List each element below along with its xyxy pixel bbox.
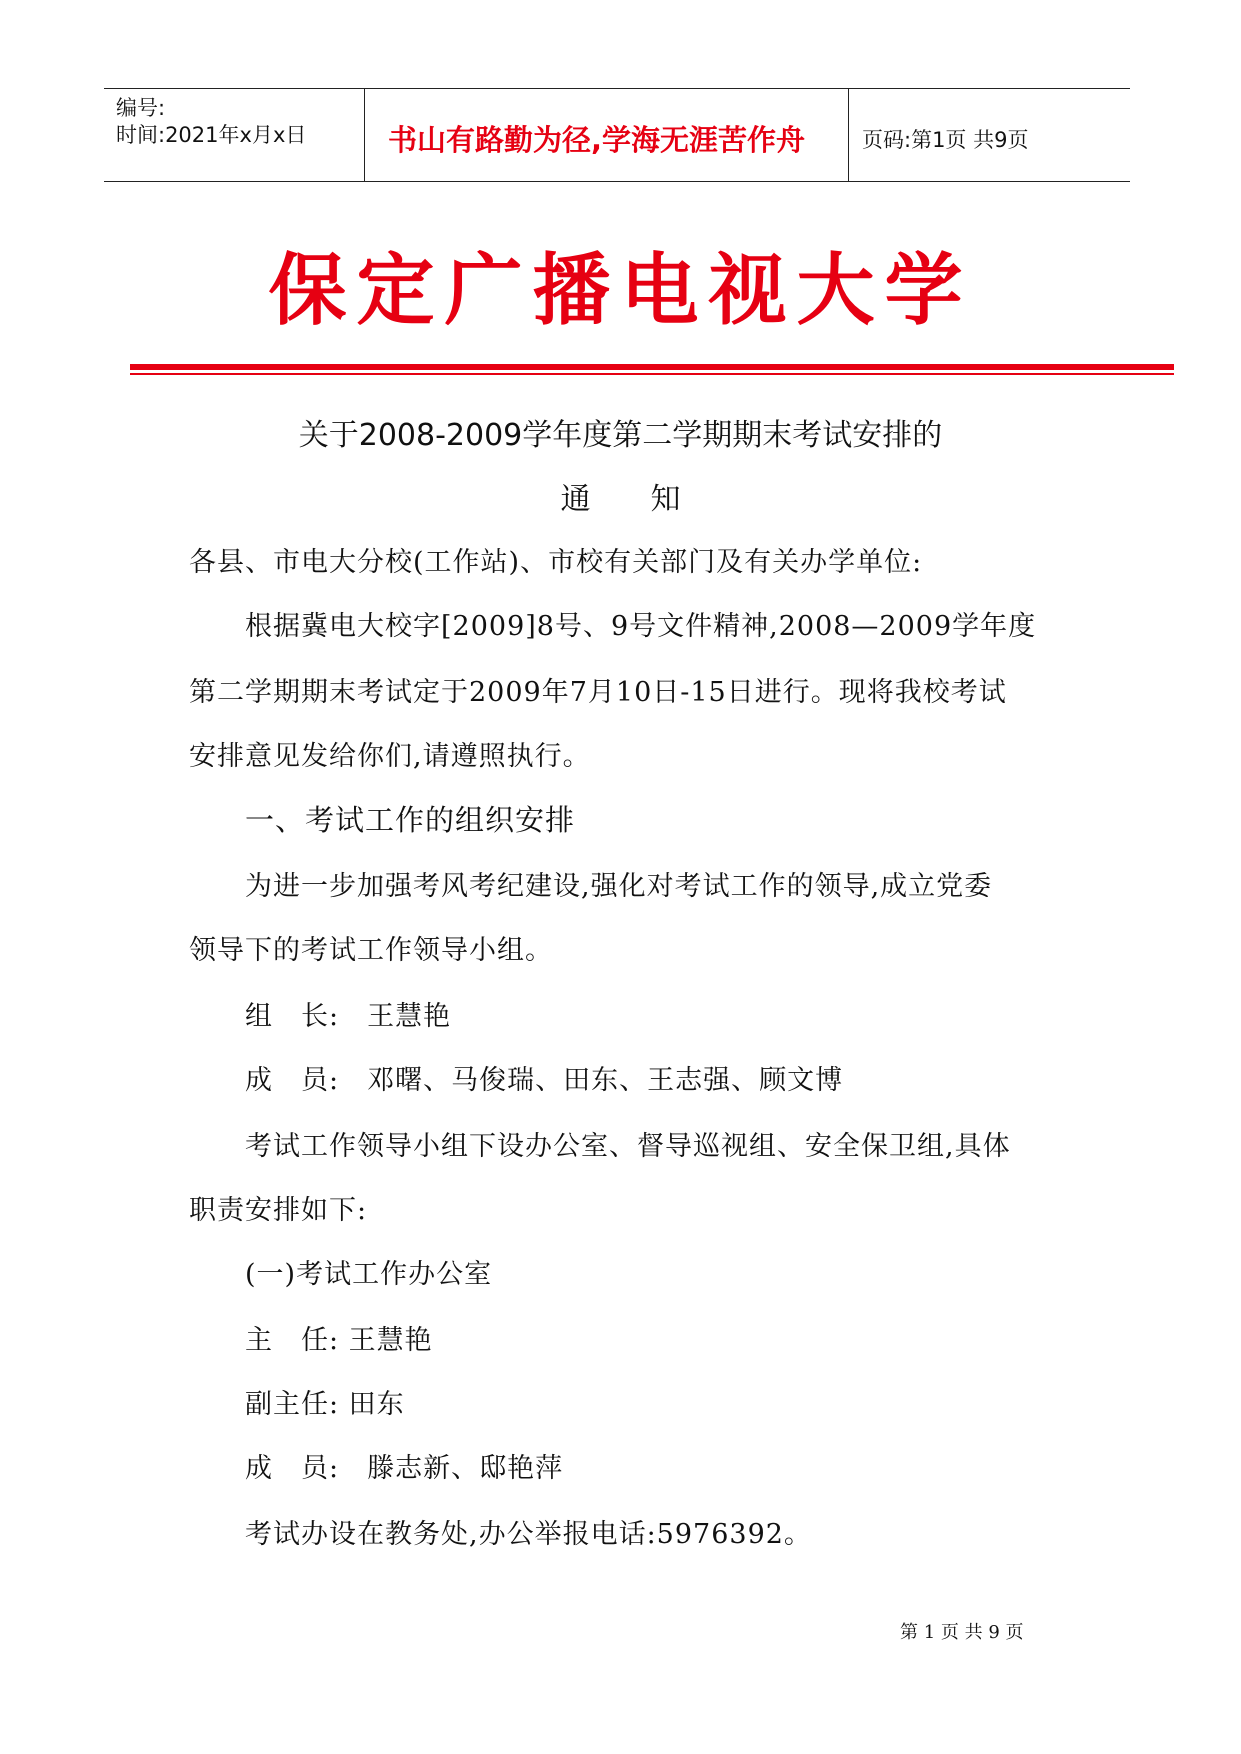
intro-paragraph-line3: 安排意见发给你们,请遵照执行。 — [189, 741, 591, 772]
office-location: 考试办设在教务处,办公举报电话:5976392。 — [245, 1519, 812, 1550]
section1-paragraph-line1: 为进一步加强考风考纪建设,强化对考试工作的领导,成立党委 — [245, 871, 993, 902]
section1-heading: 一、考试工作的组织安排 — [245, 803, 576, 837]
intro-paragraph-line1: 根据冀电大校字[2009]8号、9号文件精神,2008—2009学年度 — [245, 611, 1037, 642]
intro-paragraph-line2: 第二学期期末考试定于2009年7月10日-15日进行。现将我校考试 — [189, 677, 1007, 708]
document-title-line1: 关于2008-2009学年度第二学期期末考试安排的 — [298, 418, 943, 453]
masthead-title: 保定广播电视大学 — [268, 246, 973, 336]
office-deputy: 副主任: 田东 — [245, 1389, 405, 1420]
masthead-thin-rule — [130, 373, 1174, 375]
header-bottom-rule — [104, 181, 1130, 182]
group-members: 成 员: 邓曙、马俊瑞、田东、王志强、顾文博 — [245, 1065, 844, 1096]
offices-paragraph-line1: 考试工作领导小组下设办公室、督导巡视组、安全保卫组,具体 — [245, 1131, 1011, 1162]
offices-paragraph-line2: 职责安排如下: — [189, 1195, 368, 1226]
masthead-thick-rule — [130, 364, 1174, 370]
header-divider-right — [848, 88, 849, 181]
section1-paragraph-line2: 领导下的考试工作领导小组。 — [189, 935, 553, 966]
header-number-label: 编号: — [116, 96, 166, 120]
office-members: 成 员: 滕志新、邸艳萍 — [245, 1453, 564, 1484]
subsection1-heading: (一)考试工作办公室 — [245, 1259, 493, 1290]
office-director: 主 任: 王慧艳 — [245, 1325, 433, 1356]
header-motto: 书山有路勤为径,学海无涯苦作舟 — [388, 123, 806, 157]
page-footer: 第 1 页 共 9 页 — [900, 1622, 1024, 1643]
salutation: 各县、市电大分校(工作站)、市校有关部门及有关办学单位: — [189, 547, 923, 578]
header-page-label: 页码:第1页 共9页 — [862, 128, 1029, 152]
group-leader: 组 长: 王慧艳 — [245, 1001, 452, 1032]
document-title-line2: 通 知 — [560, 482, 681, 517]
header-time-label: 时间:2021年x月x日 — [116, 123, 307, 147]
header-divider-left — [364, 88, 365, 181]
header-top-rule — [104, 88, 1130, 89]
